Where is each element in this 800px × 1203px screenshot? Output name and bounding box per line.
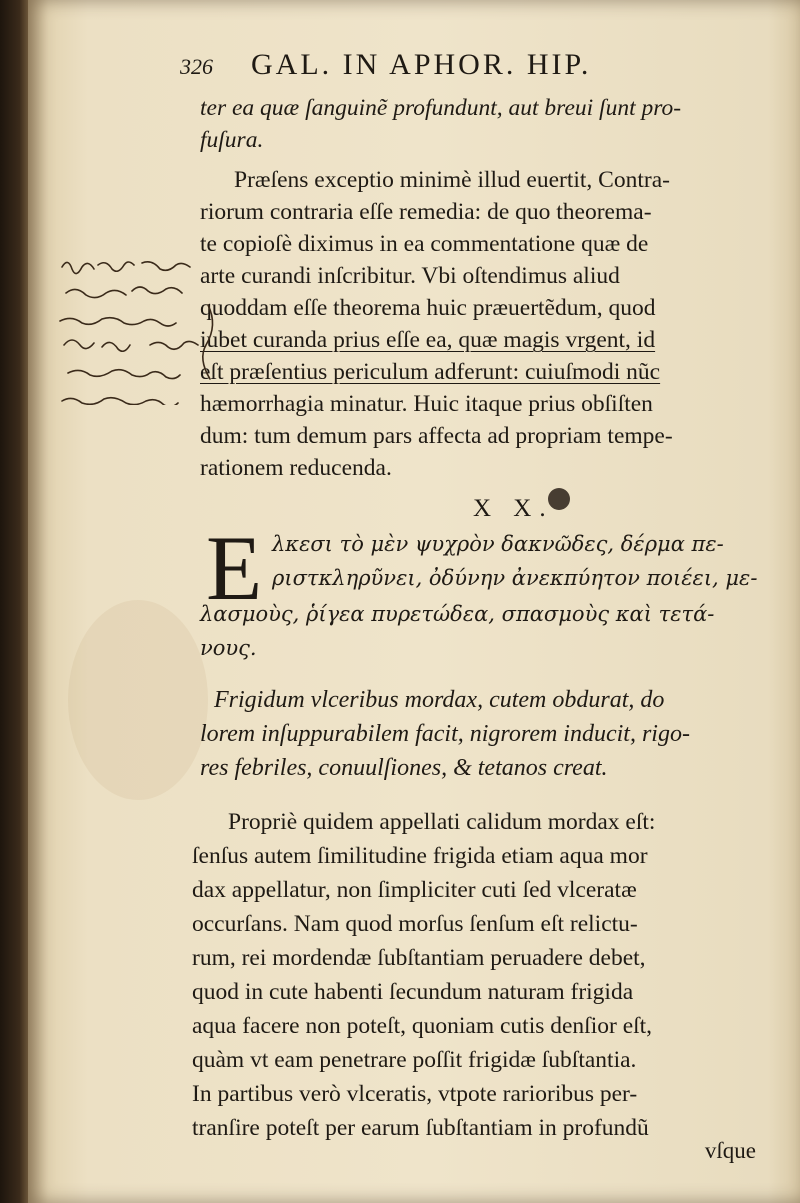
greek-line: ριστκληρῦνει, ὀδύνην ἀνεκπύητον ποιέει, με- <box>272 566 758 590</box>
commentary-line-underlined: iubet curanda prius eſſe ea, quæ magis vrgent, id <box>200 327 656 353</box>
running-title: GAL. IN APHOR. HIP. <box>251 48 592 81</box>
commentary-line: Propriè quidem appellati calidum mordax eſt: <box>228 809 656 835</box>
page-number: 326 <box>180 54 213 79</box>
top-italic-line-2: fuſura. <box>200 127 264 153</box>
top-italic-line-1: ter ea quæ ſanguinẽ profundunt, aut breui ſunt pro- <box>200 95 682 121</box>
book-gutter <box>0 0 28 1203</box>
commentary-line: tranſire poteſt per earum ſubſtantiam in profundũ <box>192 1115 649 1141</box>
greek-dropcap: E <box>206 517 263 619</box>
greek-line: νους. <box>200 636 257 660</box>
commentary-line: dum: tum demum pars affecta ad propriam tempe- <box>200 423 673 449</box>
commentary-line: quoddam eſſe theorema huic præuertẽdum, quod <box>200 295 656 321</box>
commentary-line: rationem reducenda. <box>200 455 392 481</box>
commentary-line: ſenſus autem ſimilitudine frigida etiam aqua mor <box>192 843 648 869</box>
aphorism-line: res febriles, conuulſiones, & tetanos creat. <box>200 755 608 781</box>
commentary-line: te copioſè diximus in ea commentatione quæ de <box>200 231 649 257</box>
commentary-line: rum, rei mordendæ ſubſtantiam peruadere debet, <box>192 945 646 971</box>
commentary-line: hæmorrhagia minatur. Huic itaque prius obſiſten <box>200 391 653 417</box>
page-header <box>180 48 591 82</box>
commentary-line-underlined: eſt præſentius periculum adferunt: cuiuſmodi nũc <box>200 359 661 385</box>
aphorism-line: lorem inſuppurabilem facit, nigrorem inducit, rigo- <box>200 721 690 747</box>
greek-line: λκεσι τὸ μὲν ψυχρὸν δακνῶδες, δέρμα πε- <box>272 532 724 556</box>
commentary-line: Præſens exceptio minimè illud euertit, Contra- <box>234 167 670 193</box>
commentary-line: riorum contraria eſſe remedia: de quo theorema- <box>200 199 652 225</box>
greek-line: λασμοὺς, ῥίγεα πυρετώδεα, σπασμοὺς καὶ τετά- <box>200 602 715 626</box>
book-page <box>28 0 800 1203</box>
handwritten-margin-annotation <box>58 255 226 405</box>
commentary-line: In partibus verò vlceratis, vtpote rarioribus per- <box>192 1081 638 1107</box>
commentary-line: quàm vt eam penetrare poſſit frigidæ ſubſtantia. <box>192 1047 637 1073</box>
section-number: X X. <box>473 495 554 522</box>
commentary-line: arte curandi inſcribitur. Vbi oſtendimus aliud <box>200 263 620 289</box>
aphorism-line: Frigidum vlceribus mordax, cutem obdurat, do <box>214 687 665 713</box>
commentary-line: occurſans. Nam quod morſus ſenſum eſt relictu- <box>192 911 638 937</box>
commentary-line: dax appellatur, non ſimpliciter cuti ſed vlceratæ <box>192 877 637 903</box>
commentary-line: aqua facere non poteſt, quoniam cutis denſior eſt, <box>192 1013 653 1039</box>
catchword: vſque <box>704 1138 756 1163</box>
commentary-line: quod in cute habenti ſecundum naturam frigida <box>192 979 634 1005</box>
paper-stain <box>68 600 208 800</box>
